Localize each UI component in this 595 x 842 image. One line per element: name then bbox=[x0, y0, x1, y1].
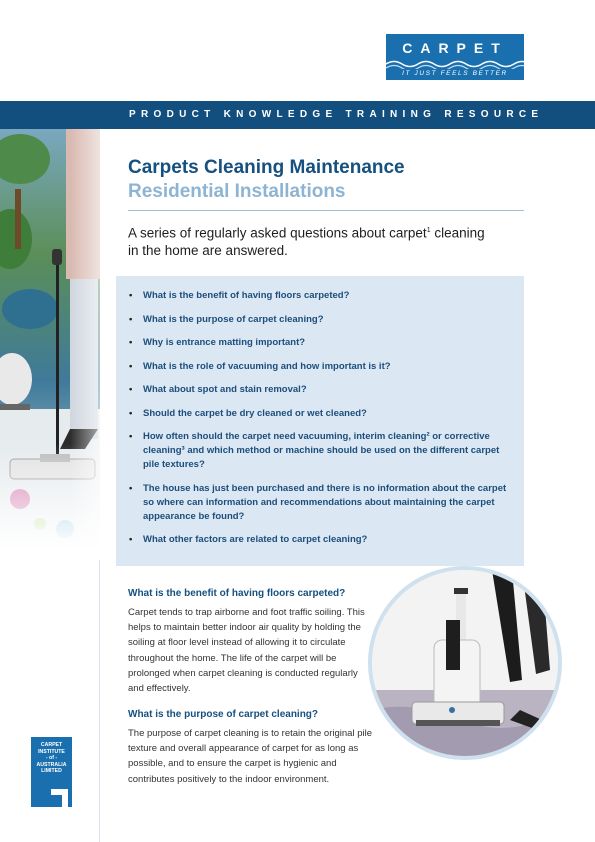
question-item: • Why is entrance matting important? bbox=[129, 336, 514, 350]
page-subtitle: Residential Installations bbox=[128, 181, 346, 202]
header-banner bbox=[0, 101, 595, 129]
section-body-purpose: The purpose of carpet cleaning is to retain the original pile texture and overall appearance of carpet for as long as possible, and to ensure the carpet is hygienic and contributes positively to the indoor environment. bbox=[128, 728, 372, 785]
intro-footnote-marker: 1 bbox=[426, 227, 431, 234]
logo-waves-icon bbox=[386, 59, 524, 69]
badge-line: INSTITUTE bbox=[38, 748, 65, 755]
institute-badge bbox=[31, 737, 72, 807]
badge-line: AUSTRALIA bbox=[36, 761, 67, 768]
section-heading-purpose: What is the purpose of carpet cleaning? bbox=[128, 709, 319, 720]
question-item: • How often should the carpet need vacuuming, interim cleaning² or corrective cleaning³ and which method or machine should be used on the different carpet pile textures? bbox=[129, 430, 514, 472]
question-item: • The house has just been purchased and there is no information about the carpet so where can information and recommendations about maintaining the carpet appearance be found? bbox=[129, 482, 514, 524]
page-title: Carpets Cleaning Maintenance bbox=[128, 157, 405, 178]
section-heading-benefit: What is the benefit of having floors carpeted? bbox=[128, 588, 346, 599]
vacuum-on-carpet-image bbox=[372, 570, 558, 756]
badge-line: LIMITED bbox=[41, 768, 62, 775]
logo-tagline: IT JUST FEELS BETTER bbox=[402, 70, 508, 77]
logo-word: CARPET bbox=[402, 40, 508, 56]
left-photo bbox=[0, 129, 100, 549]
question-item: • What other factors are related to carpet cleaning? bbox=[129, 533, 514, 547]
title-divider bbox=[128, 210, 524, 211]
badge-line: - of - bbox=[45, 755, 58, 762]
section-body-benefit: Carpet tends to trap airborne and foot traffic soiling. This helps to maintain better indoor air quality by holding the soiling at floor level instead of allowing it to circulate throughout the home. The life of the carpet will be prolonged when carpet cleaning is conducted regularly and effectively. bbox=[128, 607, 365, 695]
question-item: • What is the purpose of carpet cleaning? bbox=[129, 313, 514, 327]
questions-list bbox=[129, 289, 514, 557]
question-item: • What is the role of vacuuming and how important is it? bbox=[129, 360, 514, 374]
badge-fold-icon bbox=[51, 785, 72, 807]
badge-line: CARPET bbox=[40, 742, 63, 748]
left-divider bbox=[99, 560, 100, 842]
intro-text bbox=[128, 222, 498, 259]
carpet-logo bbox=[386, 34, 524, 80]
circle-photo bbox=[368, 566, 562, 760]
question-item: • Should the carpet be dry cleaned or wet cleaned? bbox=[129, 407, 514, 421]
badge-text bbox=[31, 742, 72, 775]
vacuuming-scene-image bbox=[0, 129, 100, 549]
question-item: • What about spot and stain removal? bbox=[129, 383, 514, 397]
question-item: • What is the benefit of having floors carpeted? bbox=[129, 289, 514, 303]
intro-text-end: cleaning in the home are answered. bbox=[128, 225, 485, 258]
intro-text-start: A series of regularly asked questions about carpet bbox=[128, 225, 427, 241]
banner-label: PRODUCT KNOWLEDGE TRAINING RESOURCE bbox=[129, 109, 544, 120]
